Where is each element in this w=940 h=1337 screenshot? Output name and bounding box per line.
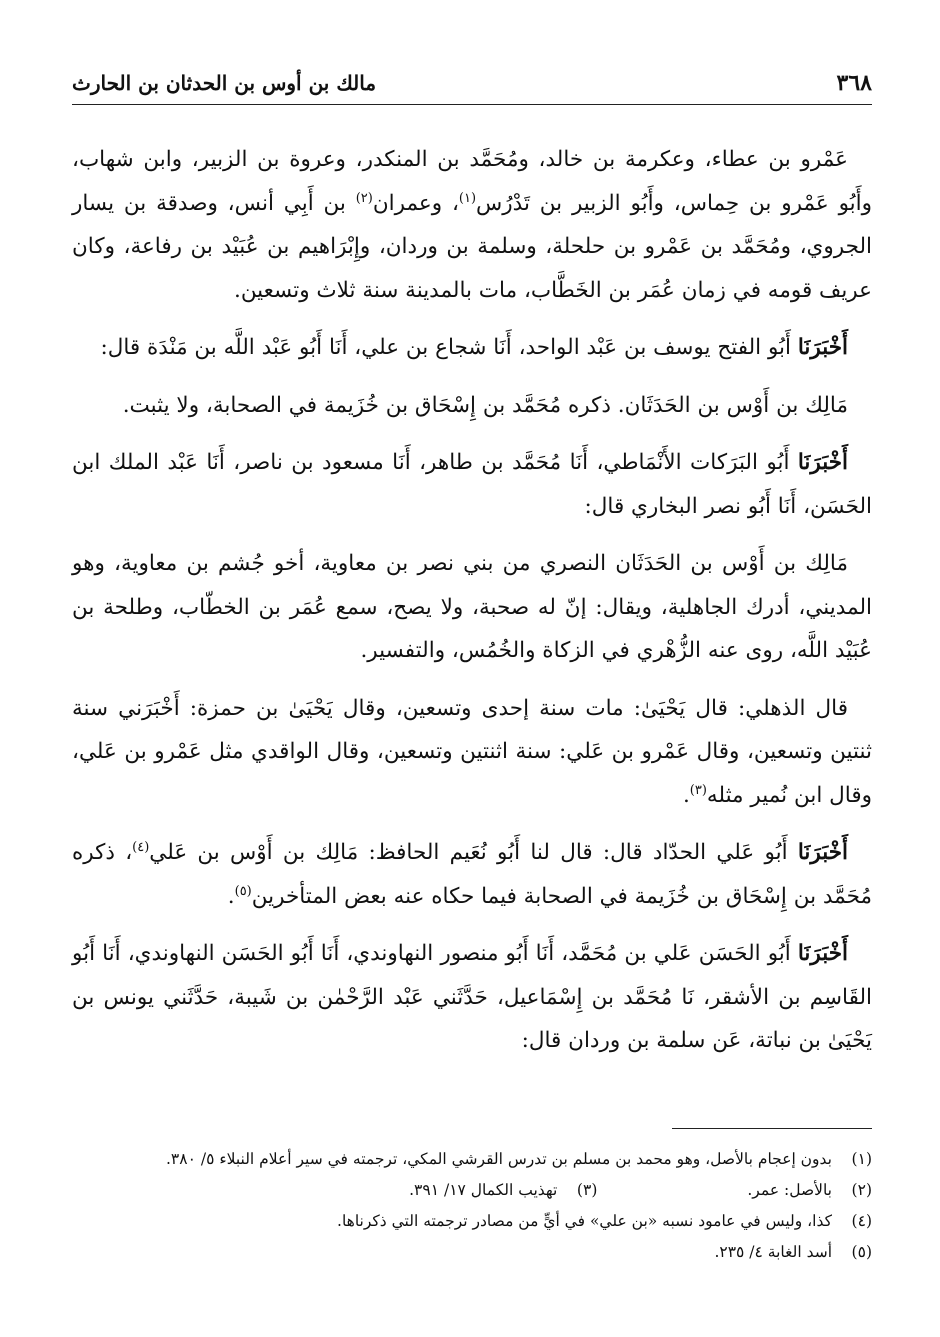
footnote-text: أسد الغابة ٤/ ٢٣٥. — [714, 1243, 832, 1261]
paragraph-text: ، وعمران — [372, 190, 459, 216]
paragraph-text: . — [227, 883, 235, 909]
footnote-number: (٣) — [576, 1181, 598, 1199]
footnote-separator — [672, 1128, 872, 1129]
paragraph-text: أَبُو الحَسَن عَلي بن مُحَمَّد، أَنَا أَبُو منصور النهاوندي، أَنَا أَبُو الحَسَن النهاوندي، أَنَا أَبُو القَاسِم بن الأشقر، نَا مُحَمَّد بن إِسْمَاعيل، حَدَّثَني عَبْد الرَّحْمٰن بن شَيبة، حَدَّثَني يونس بن يَحْيَىٰ بن نباتة، عَن سلمة بن وردان قال: — [72, 941, 872, 1053]
footnote-number: (٥) — [851, 1243, 872, 1261]
footnote-number: (١) — [851, 1150, 872, 1168]
footnote-ref: (٣) — [689, 782, 707, 798]
footnote-ref: (٥) — [234, 883, 252, 899]
footnote-ref: (٤) — [132, 839, 150, 855]
paragraph-text: ، ذكره مُحَمَّد بن إِسْحَاق بن خُزَيمة في الصحابة فيما حكاه عنه بعض المتأخرين — [72, 840, 872, 909]
akhbarana-keyword: أَخْبَرَنَا — [797, 450, 848, 475]
paragraph-text: أَبُو الفتح يوسف بن عَبْد الواحد، أَنَا شجاع بن علي، أَنَا أَبُو عَبْد اللَّه بن مَنْدَة قال: — [100, 335, 798, 360]
footnote-ref: (١) — [458, 190, 477, 206]
paragraph-2 — [72, 326, 872, 370]
paragraph-text: مَالِك بن أَوْس بن الحَدَثَان. ذكره مُحَمَّد بن إِسْحَاق بن خُزَيمة في الصحابة، ولا يثبت. — [122, 392, 848, 418]
footnote-4 — [72, 1206, 872, 1237]
paragraph-text: قال الذهلي: قال يَحْيَىٰ: مات سنة إحدى وتسعين، وقال يَحْيَىٰ بن حمزة: أَخْبَرَني سنة ثنتين وتسعين، وقال عَمْرو بن عَلي: سنة اثنتين وتسعين، وقال الواقدي مثل عَمْرو بن عَلي، وقال ابن نُمير مثله — [72, 695, 872, 808]
paragraph-7 — [72, 831, 872, 918]
footnote-text: تهذيب الكمال ١٧/ ٣٩١. — [409, 1181, 558, 1199]
footnote-text: كذا، وليس في عامود نسبه «بن علي» في أيٍّ من مصادر ترجمته التي ذكرناها. — [337, 1212, 832, 1230]
paragraph-3 — [72, 384, 872, 428]
akhbarana-keyword: أَخْبَرَنَا — [797, 840, 848, 865]
footnote-text: بدون إعجام بالأصل، وهو محمد بن مسلم بن تدرس القرشي المكي، ترجمته في سير أعلام النبلاء ٥/ ٣٨٠. — [165, 1150, 832, 1168]
paragraph-text: أَبُو عَلي الحدّاد قال: قال لنا أَبُو نُعَيم الحافظ: مَالِك بن أَوْس بن عَلي — [149, 840, 798, 865]
akhbarana-keyword: أَخْبَرَنَا — [797, 941, 848, 966]
footnote-number: (٢) — [851, 1181, 872, 1199]
footnote-text: بالأصل: عمر. — [747, 1181, 832, 1199]
page-header — [72, 62, 872, 105]
footnote-row-2-3 — [72, 1175, 872, 1206]
paragraph-text: بن أَبِي أنس، وصدقة بن يسار الجروي، ومُحَمَّد بن عَمْرو بن حلحلة، وسلمة بن وردان، وإِبْرَاهيم بن عُبَيْد بن رفاعة، وكان عريف قومه في زمان عُمَر بن الخَطَّاب، مات بالمدينة سنة ثلاث وتسعين. — [72, 190, 872, 303]
footnote-1 — [72, 1144, 872, 1175]
paragraph-text: . — [682, 782, 690, 808]
paragraph-text: أَبُو البَرَكات الأَنْمَاطي، أَنَا مُحَمَّد بن طاهر، أَنَا مسعود بن ناصر، أَنَا عَبْد الملك ابن الحَسَن، أَنَا أَبُو نصر البخاري قال: — [72, 450, 872, 519]
paragraph-text: مَالِك بن أَوْس بن الحَدَثَان النصري من بني نصر بن معاوية، أخو جُشم بن معاوية، وهو المديني، أدرك الجاهلية، ويقال: إنّ له صحبة، ولا يصح، سمع عُمَر بن الخطّاب، وطلحة بن عُبَيْد اللَّه، روى عنه الزُّهْري في الزكاة والخُمُس، والتفسير. — [72, 551, 872, 663]
main-text — [72, 138, 872, 1077]
paragraph-1 — [72, 138, 872, 312]
footnote-3 — [409, 1175, 597, 1206]
paragraph-4 — [72, 441, 872, 528]
footnote-number: (٤) — [851, 1212, 872, 1230]
page-number: ٣٦٨ — [836, 70, 872, 96]
paragraph-5 — [72, 542, 872, 673]
footnote-2 — [747, 1175, 872, 1206]
paragraph-6 — [72, 687, 872, 818]
footnotes — [72, 1144, 872, 1268]
akhbarana-keyword: أَخْبَرَنَا — [797, 335, 848, 360]
footnote-ref: (٢) — [355, 190, 373, 206]
paragraph-8 — [72, 932, 872, 1063]
footnote-5 — [72, 1237, 872, 1268]
paragraph-text: عَمْرو بن عطاء، وعكرمة بن خالد، ومُحَمَّد بن المنكدر، وعروة بن الزبير، وابن شهاب، وأَبُو عَمْرو بن حِماس، وأَبُو الزبير بن تَدْرُس — [72, 147, 873, 216]
running-title: مالك بن أوس بن الحدثان بن الحارث — [72, 71, 377, 95]
